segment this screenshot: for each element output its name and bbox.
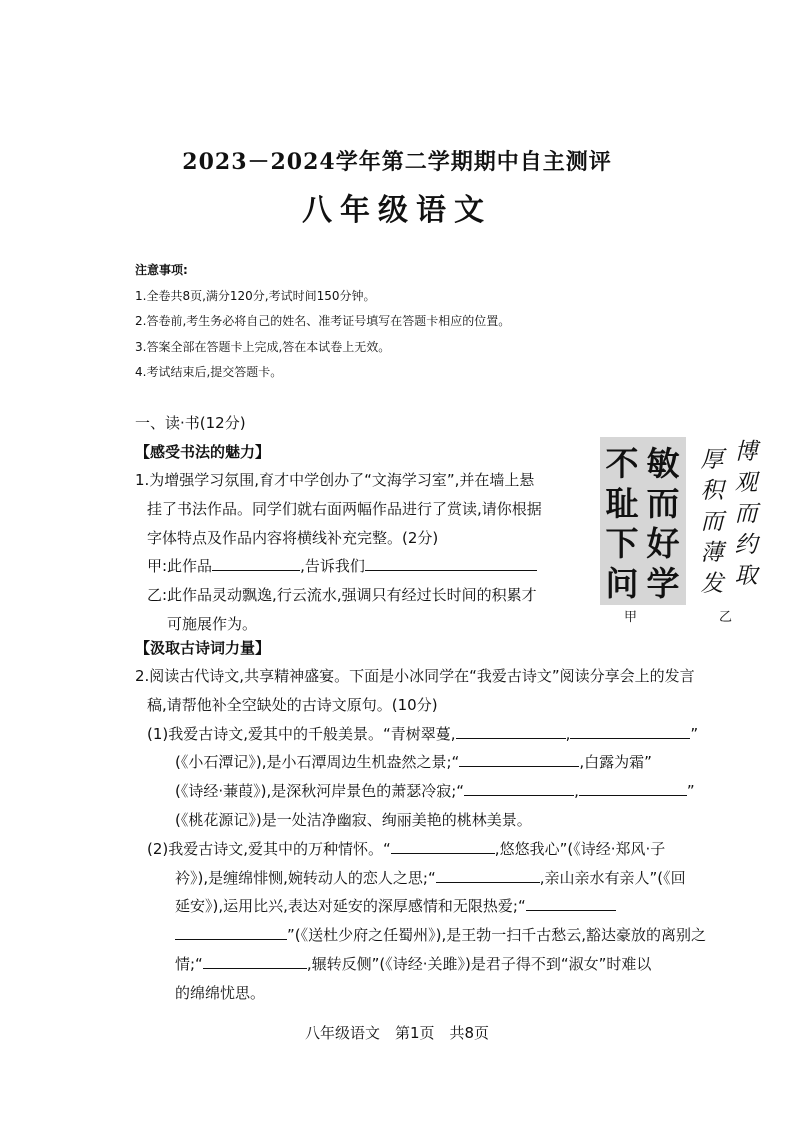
part-2-line: 情;“ ,辗转反侧”(《诗经·关雎》)是君子得不到“淑女”时难以: [135, 950, 775, 979]
calligraphy-glyph: 发: [700, 571, 724, 597]
calligraphy-glyph: 耻: [605, 484, 639, 523]
page-footer: 八年级语文 第1页 共8页: [304, 1024, 490, 1042]
notice-item: 2.答卷前,考生务必将自己的姓名、准考证号填写在答题卡相应的位置。: [135, 314, 511, 328]
calligraphy-glyph: 积: [700, 478, 724, 504]
calligraphy-glyph: 学: [646, 564, 680, 603]
notice-item: 3.答案全部在答题卡上完成,答在本试卷上无效。: [135, 339, 391, 354]
answer-blank[interactable]: [464, 778, 574, 796]
part-1-line: (《桃花源记》)是一处洁净幽寂、绚丽美艳的桃林美景。: [175, 810, 532, 829]
question-2-text: 稿,请帮他补全空缺处的古诗文原句。(10分): [147, 695, 438, 714]
answer-blank[interactable]: [391, 836, 495, 854]
calligraphy-glyph: 敏: [646, 444, 680, 483]
answer-blank[interactable]: [203, 951, 307, 969]
answer-blank[interactable]: [436, 865, 540, 883]
calligraphy-glyph: 约: [734, 532, 758, 558]
question-2-text: 2.阅读古代诗文,共享精神盛宴。下面是小冰同学在“我爱古诗文”阅读分享会上的发言: [135, 667, 695, 685]
answer-blank[interactable]: [456, 721, 566, 739]
calligraphy-yi: [701, 439, 762, 597]
exam-title-subject: 八年级语文: [302, 193, 492, 228]
calligraphy-glyph: 博: [734, 439, 758, 465]
question-2: [135, 662, 775, 1008]
question-1-text: 1.为增强学习氛围,育才中学创办了“文海学习室”,并在墙上悬: [135, 471, 535, 489]
part-2-line: 延安》),运用比兴,表达对延安的深厚感情和无限热爱;“: [135, 892, 775, 921]
answer-line-yi-cont: 可施展作为。: [167, 614, 258, 633]
calligraphy-label-yi: 乙: [719, 610, 733, 625]
calligraphy-glyph: 而: [700, 509, 724, 535]
calligraphy-glyph: 薄: [700, 540, 724, 566]
exam-title-term: 2023－2024学年第二学期期中自主测评: [182, 149, 612, 175]
part-2-line: 的绵绵忧思。: [175, 983, 266, 1002]
subsection-heading-calligraphy: 【感受书法的魅力】: [135, 443, 271, 461]
answer-blank[interactable]: [570, 721, 690, 739]
part-1-line: (《诗经·蒹葭》),是深秋河岸景色的萧瑟冷寂;“ , ”: [135, 777, 775, 806]
calligraphy-glyph: 下: [605, 524, 639, 563]
part-1-line: (《小石潭记》),是小石潭周边生机盎然之景;“ ,白露为霜”: [135, 748, 775, 777]
question-1-text: 挂了书法作品。同学们就右面两幅作品进行了赏读,请你根据: [147, 499, 542, 518]
answer-line-jia: 甲:此作品 ,告诉我们: [135, 552, 595, 581]
question-1-text: 字体特点及作品内容将横线补充完整。(2分): [147, 528, 439, 547]
answer-blank[interactable]: [365, 553, 537, 571]
calligraphy-glyph: 不: [605, 444, 639, 483]
notice-item: 1.全卷共8页,满分120分,考试时间150分钟。: [135, 288, 376, 303]
notice-item: 4.考试结束后,提交答题卡。: [135, 365, 283, 379]
part-2-line: (2)我爱古诗文,爱其中的万种情怀。“ ,悠悠我心”(《诗经·郑风·子: [135, 835, 775, 864]
calligraphy-glyph: 问: [605, 564, 639, 603]
part-2-line: 衿》),是缠绵悱恻,婉转动人的恋人之思;“ ,亲山亲水有亲人”(《回: [135, 864, 775, 893]
notice-block: [135, 258, 510, 386]
answer-blank[interactable]: [212, 553, 300, 571]
part-1-line: (1)我爱古诗文,爱其中的千般美景。“青树翠蔓, , ”: [135, 720, 775, 749]
calligraphy-glyph: 取: [734, 563, 758, 589]
answer-blank[interactable]: [526, 893, 616, 911]
answer-blank[interactable]: [579, 778, 687, 796]
calligraphy-label-jia: 甲: [624, 610, 638, 625]
calligraphy-glyph: 好: [646, 524, 680, 563]
calligraphy-glyph: 厚: [700, 447, 724, 473]
calligraphy-glyph: 而: [646, 484, 680, 523]
answer-blank[interactable]: [459, 749, 579, 767]
part-2-line: ”(《送杜少府之任蜀州》),是王勃一扫千古愁云,豁达豪放的离别之: [135, 921, 775, 950]
question-1: [135, 466, 595, 639]
calligraphy-glyph: 观: [734, 470, 758, 496]
calligraphy-images: [600, 437, 765, 605]
calligraphy-glyph: 而: [734, 501, 758, 527]
notice-heading: 注意事项:: [135, 263, 188, 277]
section-heading: 一、读·书(12分): [135, 414, 246, 432]
answer-line-yi: 乙:此作品灵动飘逸,行云流水,强调只有经过长时间的积累才: [147, 586, 537, 605]
subsection-heading-poetry: 【汲取古诗词力量】: [135, 639, 271, 657]
answer-blank[interactable]: [175, 922, 287, 940]
